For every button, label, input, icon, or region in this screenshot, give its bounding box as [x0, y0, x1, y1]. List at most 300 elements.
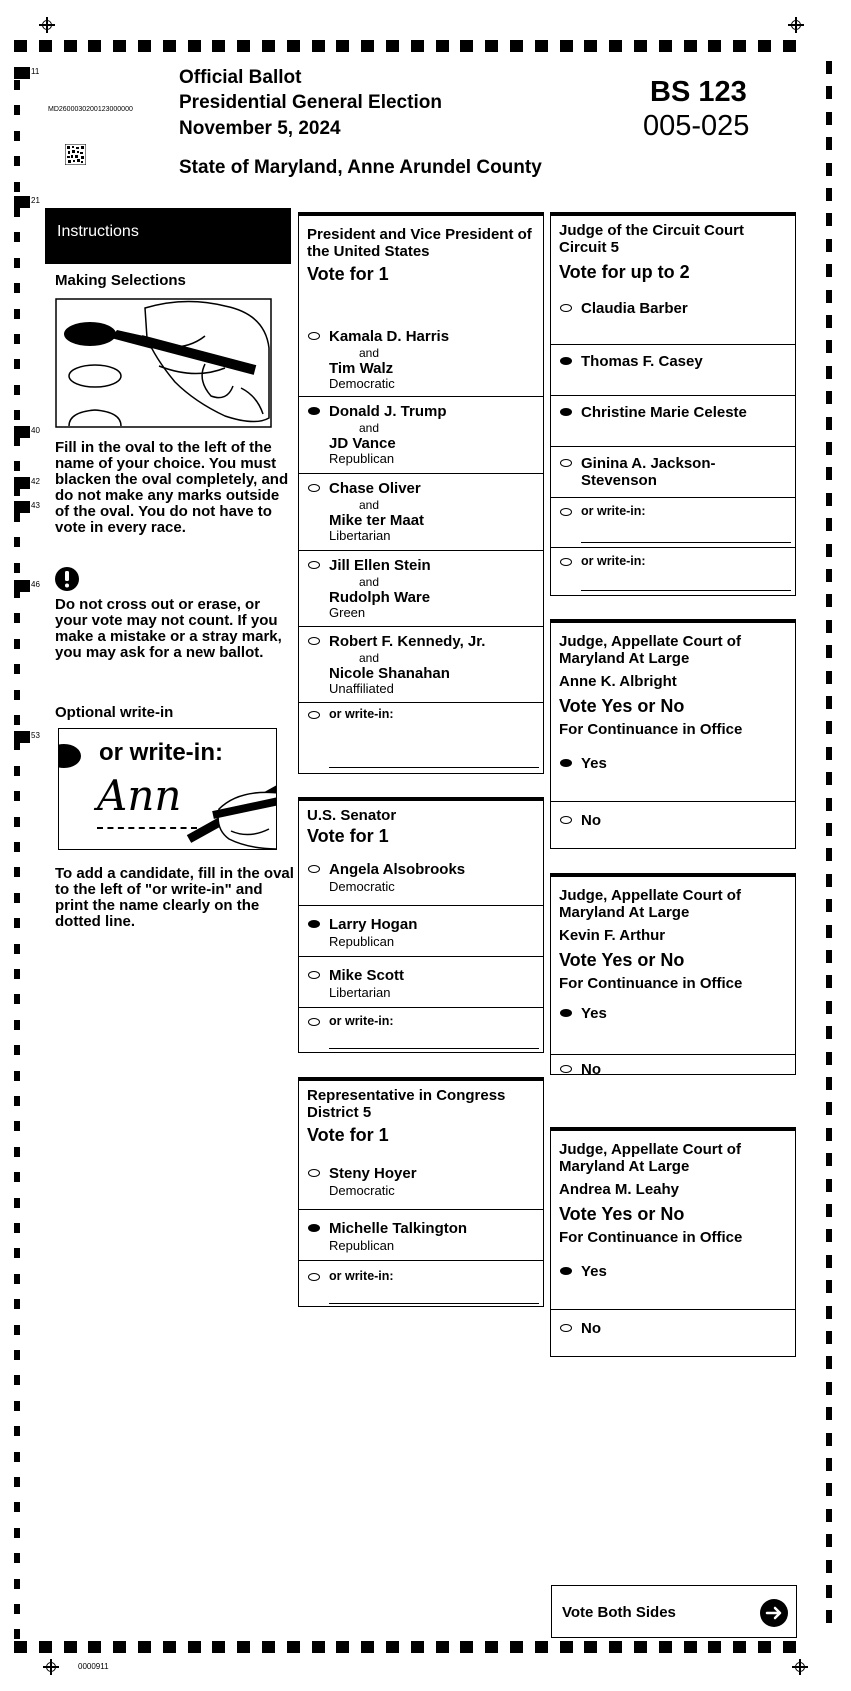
timing-mark: [14, 156, 20, 166]
timing-mark: [64, 1641, 77, 1653]
timing-mark: [14, 563, 20, 573]
timing-mark: [237, 1641, 250, 1653]
candidate-option[interactable]: [551, 294, 795, 344]
timing-mark: [826, 823, 832, 836]
continuance-label: For Continuance in Office: [559, 721, 743, 738]
timing-mark: [14, 309, 20, 319]
running-mate-name: Mike ter Maat: [329, 512, 425, 529]
making-selections-heading: Making Selections: [55, 272, 186, 289]
contest-president: [298, 212, 544, 774]
timing-mark: [14, 1528, 20, 1538]
writein-instructions: To add a candidate, fill in the oval to the left of "or write-in" and print the name clearly on the dotted line.: [55, 865, 294, 930]
timing-mark: [14, 67, 30, 79]
election-name: Presidential General Election: [179, 92, 442, 113]
timing-mark: [14, 1071, 20, 1081]
timing-mark: [14, 1426, 20, 1436]
timing-mark: [826, 290, 832, 303]
timing-mark: [14, 1096, 20, 1106]
timing-mark: [14, 1350, 20, 1360]
timing-mark: [163, 40, 176, 52]
timing-mark: [14, 1198, 20, 1208]
timing-mark: [113, 1641, 126, 1653]
timing-mark: [14, 731, 30, 743]
writein-label: or write-in:: [329, 1014, 394, 1028]
timing-mark: [510, 40, 523, 52]
timing-mark: [14, 715, 20, 725]
timing-mark: [634, 1641, 647, 1653]
selection-oval-marked[interactable]: [308, 920, 320, 928]
candidate-name: Chase Oliver: [329, 480, 421, 497]
timing-mark: [733, 1641, 746, 1653]
timing-mark: [287, 1641, 300, 1653]
timing-mark: [14, 182, 20, 192]
timing-mark: [826, 264, 832, 277]
running-mate-name: Tim Walz: [329, 360, 394, 377]
yes-label: Yes: [581, 1263, 607, 1280]
timing-mark: [14, 1502, 20, 1512]
timing-mark: [14, 1325, 20, 1335]
ballot-id: MD2600030200123000000: [48, 106, 133, 113]
timing-mark: [826, 1026, 832, 1039]
timing-mark: [14, 944, 20, 954]
timing-mark: [826, 417, 832, 430]
candidate-option[interactable]: [299, 473, 543, 550]
and-label: and: [359, 421, 380, 435]
timing-mark: [138, 1641, 151, 1653]
timing-mark: [826, 1534, 832, 1547]
writein-label: or write-in:: [329, 707, 394, 721]
timing-mark: [14, 80, 20, 90]
timing-mark: [826, 1128, 832, 1141]
precinct-number: 005-025: [643, 110, 750, 142]
timing-mark: [826, 544, 832, 557]
vote-for: Vote for up to 2: [559, 262, 690, 282]
candidate-name: Michelle Talkington: [329, 1220, 468, 1237]
selection-oval[interactable]: [560, 558, 572, 566]
timing-mark: [88, 1641, 101, 1653]
selection-oval-marked[interactable]: [560, 1267, 572, 1275]
selection-oval-marked[interactable]: [308, 407, 320, 415]
selection-oval[interactable]: [308, 1018, 320, 1026]
candidate-option[interactable]: [299, 855, 543, 905]
timing-mark: [14, 613, 20, 623]
timing-mark: [39, 40, 52, 52]
timing-mark: [826, 1585, 832, 1598]
party-label: Libertarian: [329, 985, 391, 1000]
selection-oval[interactable]: [308, 637, 320, 645]
candidate-name: Robert F. Kennedy, Jr.: [329, 633, 486, 650]
timing-mark: [826, 213, 832, 226]
timing-mark: [14, 359, 20, 369]
timing-number: 40: [31, 426, 40, 435]
timing-mark: [826, 721, 832, 734]
selection-oval[interactable]: [560, 1324, 572, 1332]
timing-mark: [262, 1641, 275, 1653]
timing-mark: [826, 1433, 832, 1446]
timing-mark: [361, 40, 374, 52]
party-label: Democratic: [329, 879, 395, 894]
candidate-name: Ginina A. Jackson-Stevenson: [581, 455, 716, 489]
timing-mark: [826, 137, 832, 150]
yes-option[interactable]: [551, 745, 795, 801]
timing-mark: [14, 232, 20, 242]
writein-option[interactable]: [299, 1007, 543, 1053]
timing-mark: [14, 580, 30, 592]
timing-number: 11: [31, 67, 40, 76]
timing-mark: [826, 493, 832, 506]
writein-label: or write-in:: [581, 554, 646, 568]
candidate-option[interactable]: [551, 395, 795, 446]
timing-mark: [826, 1483, 832, 1496]
timing-mark: [826, 925, 832, 938]
timing-mark: [14, 1299, 20, 1309]
timing-mark: [14, 791, 20, 801]
contest-congress: [298, 1077, 544, 1307]
timing-mark: [14, 994, 20, 1004]
warning-text: Do not cross out or erase, or your vote may not count. If you make a mistake or a stray mark, you may ask for a new ballot.: [55, 596, 282, 661]
timing-mark: [485, 1641, 498, 1653]
timing-mark: [14, 766, 20, 776]
timing-mark: [138, 40, 151, 52]
timing-mark: [826, 1001, 832, 1014]
candidate-option[interactable]: [299, 1209, 543, 1260]
timing-mark: [436, 40, 449, 52]
selection-oval[interactable]: [560, 459, 572, 467]
party-label: Republican: [329, 1238, 395, 1253]
selection-oval[interactable]: [308, 971, 320, 979]
vote-instruction: Vote Yes or No: [559, 1204, 685, 1224]
writein-illustration: [58, 728, 277, 850]
timing-mark: [826, 1153, 832, 1166]
selection-oval-marked[interactable]: [308, 1224, 320, 1232]
yes-option[interactable]: [551, 1253, 795, 1309]
timing-mark: [560, 40, 573, 52]
registration-mark-bottom-right: [792, 1659, 808, 1675]
candidate-option[interactable]: [299, 956, 543, 1007]
timing-mark: [733, 40, 746, 52]
timing-mark: [411, 40, 424, 52]
timing-mark: [826, 163, 832, 176]
and-label: and: [359, 575, 380, 589]
timing-mark: [826, 1179, 832, 1192]
timing-mark: [826, 848, 832, 861]
selection-oval[interactable]: [560, 816, 572, 824]
timing-mark: [560, 1641, 573, 1653]
contest-title: U.S. Senator: [307, 807, 397, 824]
timing-mark: [659, 1641, 672, 1653]
timing-mark: [163, 1641, 176, 1653]
and-label: and: [359, 498, 380, 512]
timing-mark: [14, 918, 20, 928]
timing-mark: [460, 40, 473, 52]
writein-example-label: or write-in:: [99, 739, 223, 766]
contest-appellate-arthur: [550, 873, 796, 1078]
candidate-option[interactable]: [299, 626, 543, 702]
party-label: Democratic: [329, 376, 395, 391]
timing-mark: [14, 1223, 20, 1233]
contest-title: Judge, Appellate Court of Maryland At Large: [559, 633, 741, 667]
candidate-name: Thomas F. Casey: [581, 353, 703, 370]
jurisdiction: State of Maryland, Anne Arundel County: [179, 157, 542, 178]
party-label: Unaffiliated: [329, 681, 394, 696]
and-label: and: [359, 651, 380, 665]
selection-oval[interactable]: [308, 711, 320, 719]
timing-mark: [826, 239, 832, 252]
timing-mark: [826, 391, 832, 404]
yes-label: Yes: [581, 755, 607, 772]
timing-mark: [188, 40, 201, 52]
timing-mark: [64, 40, 77, 52]
timing-mark: [826, 1229, 832, 1242]
timing-mark: [826, 671, 832, 684]
no-option[interactable]: [551, 1309, 795, 1357]
selection-oval[interactable]: [560, 508, 572, 516]
timing-mark: [436, 1641, 449, 1653]
timing-mark: [826, 696, 832, 709]
no-label: No: [581, 812, 601, 829]
selection-oval[interactable]: [560, 1065, 572, 1073]
timing-mark: [14, 512, 20, 522]
contest-circuit-court-judge: [550, 212, 796, 596]
timing-mark: [826, 1458, 832, 1471]
writein-label: or write-in:: [329, 1269, 394, 1283]
timing-mark: [14, 1375, 20, 1385]
continuance-label: For Continuance in Office: [559, 1229, 743, 1246]
timing-mark: [826, 620, 832, 633]
timing-mark: [14, 1629, 20, 1639]
election-date: November 5, 2024: [179, 118, 341, 139]
candidate-option[interactable]: [551, 344, 795, 395]
candidate-name: Claudia Barber: [581, 300, 688, 317]
selection-oval[interactable]: [308, 1273, 320, 1281]
timing-mark: [826, 1610, 832, 1623]
timing-mark: [14, 690, 20, 700]
selection-oval-marked[interactable]: [560, 408, 572, 416]
timing-mark: [14, 842, 20, 852]
timing-mark: [783, 1641, 796, 1653]
party-label: Democratic: [329, 1183, 395, 1198]
judge-name: Anne K. Albright: [559, 673, 677, 690]
timing-mark: [535, 40, 548, 52]
vote-instruction: Vote Yes or No: [559, 950, 685, 970]
timing-mark: [535, 1641, 548, 1653]
timing-mark: [14, 385, 20, 395]
writein-option[interactable]: [299, 1260, 543, 1307]
candidate-name: Mike Scott: [329, 967, 405, 984]
timing-mark: [826, 645, 832, 658]
filled-oval-icon: [58, 743, 81, 769]
timing-mark: [14, 1401, 20, 1411]
timing-mark: [14, 131, 20, 141]
candidate-option[interactable]: [299, 550, 543, 626]
timing-mark: [237, 40, 250, 52]
writein-option[interactable]: [551, 547, 795, 596]
writein-line[interactable]: [329, 1303, 539, 1304]
timing-mark: [14, 196, 30, 208]
timing-mark: [708, 40, 721, 52]
timing-mark: [14, 1147, 20, 1157]
no-option[interactable]: [551, 801, 795, 849]
timing-mark: [262, 40, 275, 52]
selection-oval-marked[interactable]: [560, 357, 572, 365]
timing-mark: [39, 1641, 52, 1653]
timing-mark: [826, 442, 832, 455]
timing-mark: [14, 1604, 20, 1614]
contest-title: Representative in Congress District 5: [307, 1087, 506, 1121]
and-label: and: [359, 346, 380, 360]
timing-mark: [758, 1641, 771, 1653]
timing-mark: [783, 40, 796, 52]
candidate-option[interactable]: [299, 318, 543, 396]
timing-mark: [826, 366, 832, 379]
candidate-name: Jill Ellen Stein: [329, 557, 431, 574]
timing-mark: [411, 1641, 424, 1653]
candidate-name: Steny Hoyer: [329, 1165, 417, 1182]
selection-oval-marked[interactable]: [560, 1009, 572, 1017]
timing-mark: [826, 1102, 832, 1115]
vote-instruction: Vote Yes or No: [559, 696, 685, 716]
timing-mark: [826, 569, 832, 582]
timing-mark: [14, 1553, 20, 1563]
timing-mark: [14, 1172, 20, 1182]
vote-both-sides-box: [551, 1585, 797, 1638]
selection-oval[interactable]: [308, 1169, 320, 1177]
timing-mark: [708, 1641, 721, 1653]
timing-mark: [14, 1477, 20, 1487]
timing-mark: [826, 594, 832, 607]
running-mate-name: Nicole Shanahan: [329, 665, 450, 682]
timing-mark: [14, 1045, 20, 1055]
timing-mark: [826, 950, 832, 963]
party-label: Green: [329, 605, 366, 620]
candidate-option[interactable]: [551, 446, 795, 497]
timing-mark: [312, 1641, 325, 1653]
timing-mark: [14, 1641, 27, 1653]
ballot-serial: 0000911: [78, 1662, 109, 1671]
writein-line[interactable]: [581, 590, 791, 591]
contest-title: Judge, Appellate Court of Maryland At Large: [559, 1141, 741, 1175]
timing-mark: [584, 40, 597, 52]
timing-mark: [14, 969, 20, 979]
timing-mark: [14, 501, 30, 513]
timing-mark: [826, 1356, 832, 1369]
timing-mark: [14, 1121, 20, 1131]
contest-title: President and Vice President of the United States: [307, 226, 532, 260]
timing-mark: [312, 40, 325, 52]
selection-oval[interactable]: [308, 865, 320, 873]
yes-label: Yes: [581, 1005, 607, 1022]
timing-mark: [826, 1204, 832, 1217]
writein-line[interactable]: [329, 767, 539, 768]
timing-mark: [826, 1331, 832, 1344]
timing-mark: [826, 61, 832, 74]
writein-option[interactable]: [299, 702, 543, 774]
timing-mark: [826, 1255, 832, 1268]
judge-name: Kevin F. Arthur: [559, 927, 666, 944]
timing-mark: [14, 639, 20, 649]
timing-mark: [386, 40, 399, 52]
running-mate-name: Rudolph Ware: [329, 589, 431, 606]
timing-mark: [14, 817, 20, 827]
timing-mark: [510, 1641, 523, 1653]
timing-mark: [826, 112, 832, 125]
contest-appellate-leahy: [550, 1127, 796, 1357]
timing-mark: [826, 340, 832, 353]
timing-mark: [826, 1560, 832, 1573]
writein-line[interactable]: [329, 1048, 539, 1049]
timing-mark: [826, 188, 832, 201]
instructions-header: Instructions: [45, 208, 291, 264]
timing-number: 42: [31, 477, 40, 486]
timing-mark: [14, 258, 20, 268]
registration-mark-top-left: [39, 17, 55, 33]
yes-option[interactable]: [551, 999, 795, 1049]
no-option[interactable]: [551, 1054, 795, 1078]
timing-mark: [684, 40, 697, 52]
timing-mark: [14, 461, 20, 471]
candidate-option[interactable]: [299, 905, 543, 956]
continuance-label: For Continuance in Office: [559, 975, 743, 992]
warning-icon: [55, 567, 79, 591]
registration-mark-bottom-left: [43, 1659, 59, 1675]
timing-mark: [826, 899, 832, 912]
timing-mark: [14, 426, 30, 438]
vote-for: Vote for 1: [307, 264, 389, 284]
selection-oval[interactable]: [308, 332, 320, 340]
candidate-option[interactable]: [299, 1159, 543, 1209]
timing-mark: [14, 334, 20, 344]
contest-title: Judge, Appellate Court of Maryland At Large: [559, 887, 741, 921]
party-label: Republican: [329, 934, 395, 949]
timing-mark: [361, 1641, 374, 1653]
timing-mark: [212, 40, 225, 52]
timing-mark: [14, 537, 20, 547]
timing-mark: [826, 1077, 832, 1090]
timing-number: 46: [31, 580, 40, 589]
timing-mark: [826, 874, 832, 887]
party-label: Libertarian: [329, 528, 391, 543]
candidate-name: Larry Hogan: [329, 916, 418, 933]
timing-mark: [485, 40, 498, 52]
judge-name: Andrea M. Leahy: [559, 1181, 680, 1198]
timing-mark: [584, 1641, 597, 1653]
writein-option[interactable]: [551, 497, 795, 547]
no-label: No: [581, 1061, 601, 1078]
timing-mark: [826, 1509, 832, 1522]
running-mate-name: JD Vance: [329, 435, 396, 452]
candidate-name: Donald J. Trump: [329, 403, 447, 420]
candidate-option[interactable]: [299, 396, 543, 473]
selection-oval[interactable]: [308, 561, 320, 569]
timing-mark: [14, 1452, 20, 1462]
selection-oval-marked[interactable]: [560, 759, 572, 767]
vote-for: Vote for 1: [307, 826, 389, 846]
vote-both-sides-label: Vote Both Sides: [562, 1604, 676, 1621]
timing-mark: [386, 1641, 399, 1653]
timing-mark: [14, 1020, 20, 1030]
qr-code: [65, 144, 86, 165]
timing-mark: [460, 1641, 473, 1653]
writein-line[interactable]: [581, 542, 791, 543]
contest-appellate-albright: [550, 619, 796, 849]
timing-mark: [609, 40, 622, 52]
timing-mark: [659, 40, 672, 52]
timing-mark: [14, 664, 20, 674]
fill-instructions: Fill in the oval to the left of the name of your choice. You must blacken the oval completely, and do not make any marks outside of the oval. You do not have to vote in every race.: [55, 439, 289, 536]
timing-number: 43: [31, 501, 40, 510]
selection-oval[interactable]: [308, 484, 320, 492]
selection-oval[interactable]: [560, 304, 572, 312]
